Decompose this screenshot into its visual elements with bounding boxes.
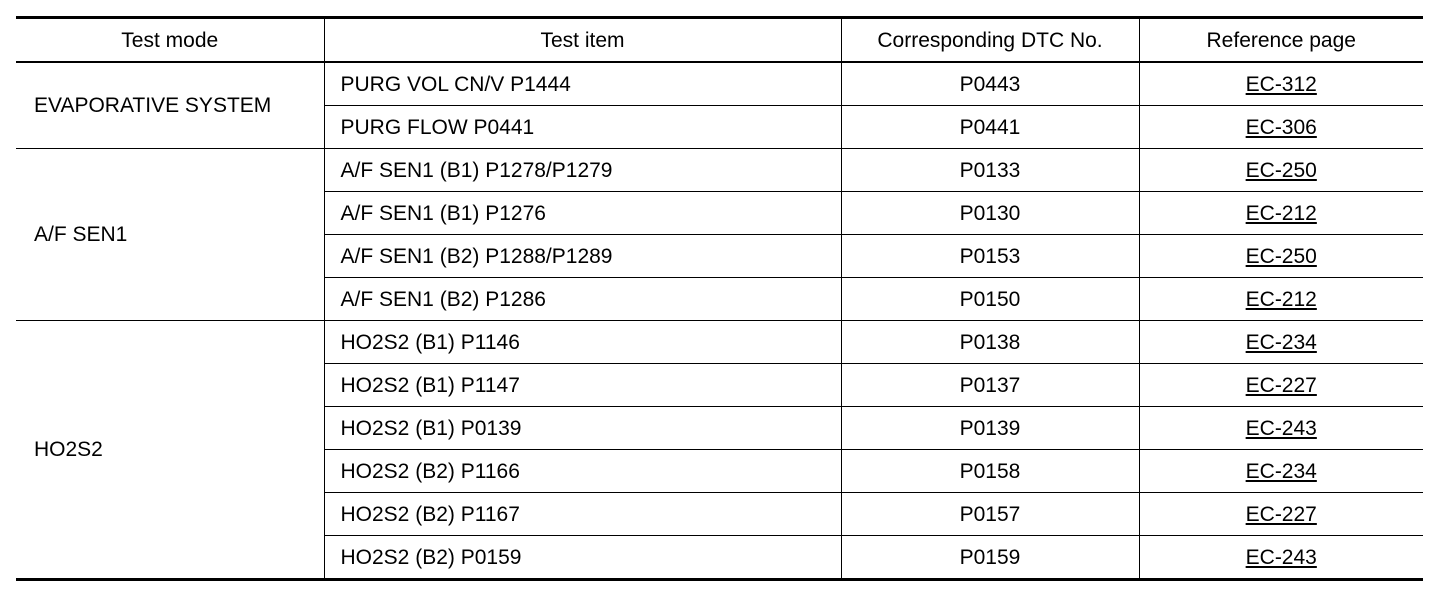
reference-cell [1139,364,1423,407]
reference-cell [1139,493,1423,536]
dtc-cell: P0441 [841,106,1139,149]
reference-link[interactable]: EC-227 [1245,373,1317,397]
dtc-cell: P0133 [841,149,1139,192]
reference-cell [1139,149,1423,192]
reference-link[interactable]: EC-306 [1245,115,1317,139]
test-item-cell: A/F SEN1 (B2) P1286 [324,278,841,321]
reference-link[interactable]: EC-227 [1245,502,1317,526]
test-item-cell: A/F SEN1 (B1) P1276 [324,192,841,235]
reference-cell [1139,235,1423,278]
table-body [16,62,1423,580]
test-item-cell: A/F SEN1 (B2) P1288/P1289 [324,235,841,278]
dtc-cell: P0157 [841,493,1139,536]
dtc-cell: P0139 [841,407,1139,450]
reference-link[interactable]: EC-250 [1245,158,1317,182]
table-row [16,62,1423,106]
header-reference-page: Reference page [1139,18,1423,63]
header-row [16,18,1423,63]
reference-link[interactable]: EC-312 [1245,72,1317,96]
test-item-cell: PURG VOL CN/V P1444 [324,62,841,106]
dtc-cell: P0130 [841,192,1139,235]
dtc-cell: P0138 [841,321,1139,364]
dtc-cell: P0158 [841,450,1139,493]
reference-cell [1139,62,1423,106]
test-item-cell: HO2S2 (B2) P1167 [324,493,841,536]
header-test-item: Test item [324,18,841,63]
header-test-mode: Test mode [16,18,324,63]
table-row [16,149,1423,192]
test-mode-cell: HO2S2 [16,321,324,580]
reference-cell [1139,321,1423,364]
reference-cell [1139,278,1423,321]
table-row [16,321,1423,364]
test-mode-cell: A/F SEN1 [16,149,324,321]
test-item-cell: HO2S2 (B1) P0139 [324,407,841,450]
reference-link[interactable]: EC-212 [1245,287,1317,311]
test-item-cell: HO2S2 (B2) P1166 [324,450,841,493]
reference-link[interactable]: EC-243 [1245,545,1317,569]
reference-cell [1139,407,1423,450]
dtc-cell: P0153 [841,235,1139,278]
reference-cell [1139,536,1423,580]
test-item-cell: HO2S2 (B1) P1146 [324,321,841,364]
dtc-cell: P0443 [841,62,1139,106]
table-header [16,18,1423,63]
reference-link[interactable]: EC-212 [1245,201,1317,225]
reference-link[interactable]: EC-243 [1245,416,1317,440]
reference-link[interactable]: EC-234 [1245,330,1317,354]
header-dtc: Corresponding DTC No. [841,18,1139,63]
dtc-cell: P0159 [841,536,1139,580]
dtc-cell: P0137 [841,364,1139,407]
reference-cell [1139,450,1423,493]
test-item-cell: A/F SEN1 (B1) P1278/P1279 [324,149,841,192]
test-item-cell: HO2S2 (B2) P0159 [324,536,841,580]
reference-link[interactable]: EC-234 [1245,459,1317,483]
reference-cell [1139,106,1423,149]
dtc-cell: P0150 [841,278,1139,321]
test-mode-cell: EVAPORATIVE SYSTEM [16,62,324,149]
test-item-cell: PURG FLOW P0441 [324,106,841,149]
reference-link[interactable]: EC-250 [1245,244,1317,268]
test-item-cell: HO2S2 (B1) P1147 [324,364,841,407]
reference-cell [1139,192,1423,235]
dtc-reference-table [16,16,1423,581]
